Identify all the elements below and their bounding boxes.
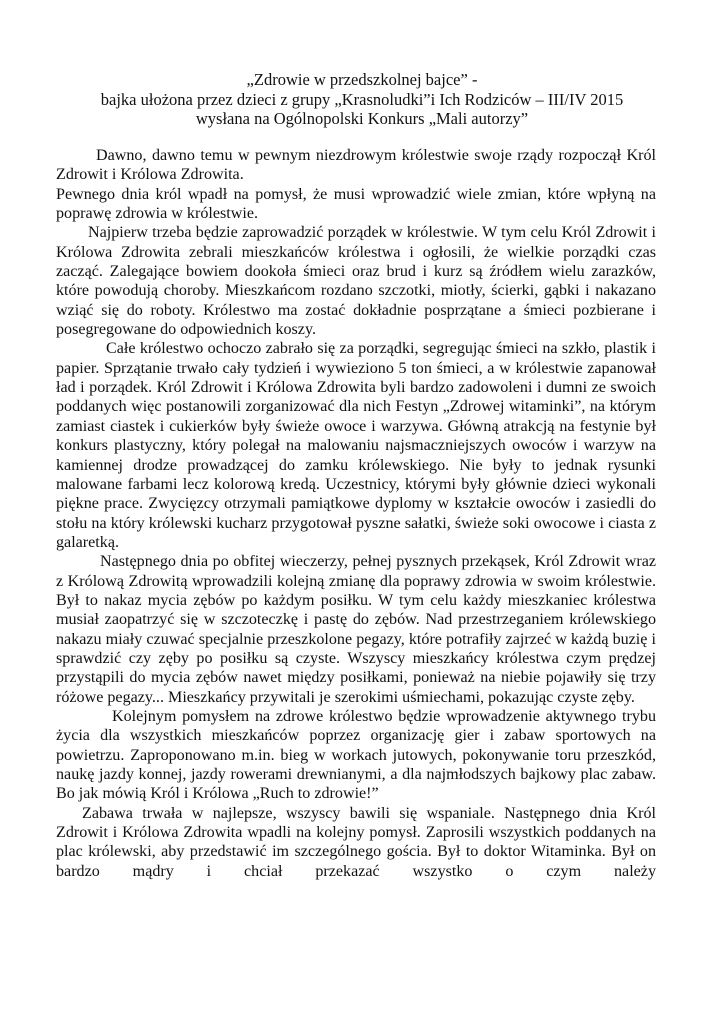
story-body xyxy=(56,146,656,881)
story-paragraph: Kolejnym pomysłem na zdrowe królestwo będzie wprowadzenie aktywnego trybu życia dla wszystkich mieszkańców poprzez organizację gier i zabaw sportowych na powietrzu. Zaproponowano m.in. bieg w workach jutowych, pokonywanie toru przeszkód, naukę jazdy konnej, jazdy rowerami drewnianymi, a dla najmłodszych bajkowy plac zabaw. Bo jak mówią Król i Królowa „Ruch to zdrowie!” xyxy=(56,707,656,803)
header-contest-note: wysłana na Ogólnopolski Konkurs „Mali autorzy” xyxy=(195,109,529,128)
header-subtitle: bajka ułożona przez dzieci z grupy „Krasnoludki”i Ich Rodziców – III/IV 2015 xyxy=(100,89,624,109)
story-paragraph: Następnego dnia po obfitej wieczerzy, pełnej pysznych przekąsek, Król Zdrowit wraz z Królową Zdrowitą wprowadzili kolejną zmianę dla poprawy zdrowia w swoim królestwie. Był to nakaz mycia zębów po każdym posiłku. W tym celu każdy mieszkaniec królestwa musiał zaopatrzyć się w szczoteczkę i pastę do zębów. Nad przestrzeganiem królewskiego nakazu miały czuwać specjalnie przeszkolone pegazy, które potrafiły zajrzeć w każdą buzię i sprawdzić czy zęby po posiłku są czyste. Wszyscy mieszkańcy królestwa czym prędzej przystąpili do mycia zębów nawet między posiłkami, ponieważ na niebie pojawiły się trzy różowe pegazy... Mieszkańcy przywitali je szerokimi uśmiechami, pokazując czyste zęby. xyxy=(56,553,656,706)
story-paragraph: Pewnego dnia król wpadł na pomysł, że musi wprowadzić wiele zmian, które wpłyną na poprawę zdrowia w królestwie. xyxy=(56,185,656,223)
story-paragraph: Najpierw trzeba będzie zaprowadzić porządek w królestwie. W tym celu Król Zdrowit i Królowa Zdrowita zebrali mieszkańców królestwa i ogłosili, że wielkie porządki czas zacząć. Zalegające bowiem dookoła śmieci oraz brud i kurz są źródłem wielu zarazków, które powodują choroby. Mieszkańcom rozdano szczotki, miotły, ścierki, gąbki i nakazano wziąć się do roboty. Królestwo ma zostać dokładnie posprzątane a śmieci pozbierane i posegregowane do odpowiednich koszy. xyxy=(56,224,656,339)
story-paragraph: Zabawa trwała w najlepsze, wszyscy bawili się wspaniale. Następnego dnia Król Zdrowit i Królowa Zdrowita wpadli na kolejny pomysł. Zaprosili wszystkich poddanych na plac królewski, aby przedstawić im szczególnego gościa. Był to doktor Witaminka. Był on bardzo mądry i chciał przekazać wszystko o czym należy xyxy=(56,804,656,880)
story-paragraph: Dawno, dawno temu w pewnym niezdrowym królestwie swoje rządy rozpoczął Król Zdrowit i Królowa Zdrowita. xyxy=(56,147,656,184)
document-header xyxy=(0,70,724,129)
header-title: „Zdrowie w przedszkolnej bajce” - xyxy=(246,70,478,89)
story-paragraph: Całe królestwo ochoczo zabrało się za porządki, segregując śmieci na szkło, plastik i papier. Sprzątanie trwało cały tydzień i wywieziono 5 ton śmieci, a w królestwie zapanował ład i porządek. Król Zdrowit i Królowa Zdrowita byli bardzo zadowoleni i dumni ze swoich poddanych więc postanowili zorganizować dla nich Festyn „Zdrowej witaminki”, na którym zamiast ciastek i cukierków były świeże owoce i warzywa. Główną atrakcją na festynie był konkurs plastyczny, który polegał na malowaniu najsmaczniejszych owoców i warzyw na kamiennej drodze prowadzącej do zamku królewskiego. Nie były to jednak rysunki malowane farbami lecz kolorową kredą. Uczestnicy, którymi były głównie dzieci wykonali piękne prace. Zwycięzcy otrzymali pamiątkowe dyplomy w kształcie owoców i zasiedli do stołu na który królewski kucharz przygotował pyszne sałatki, świeże soki owocowe i ciasta z galaretką. xyxy=(56,340,656,551)
